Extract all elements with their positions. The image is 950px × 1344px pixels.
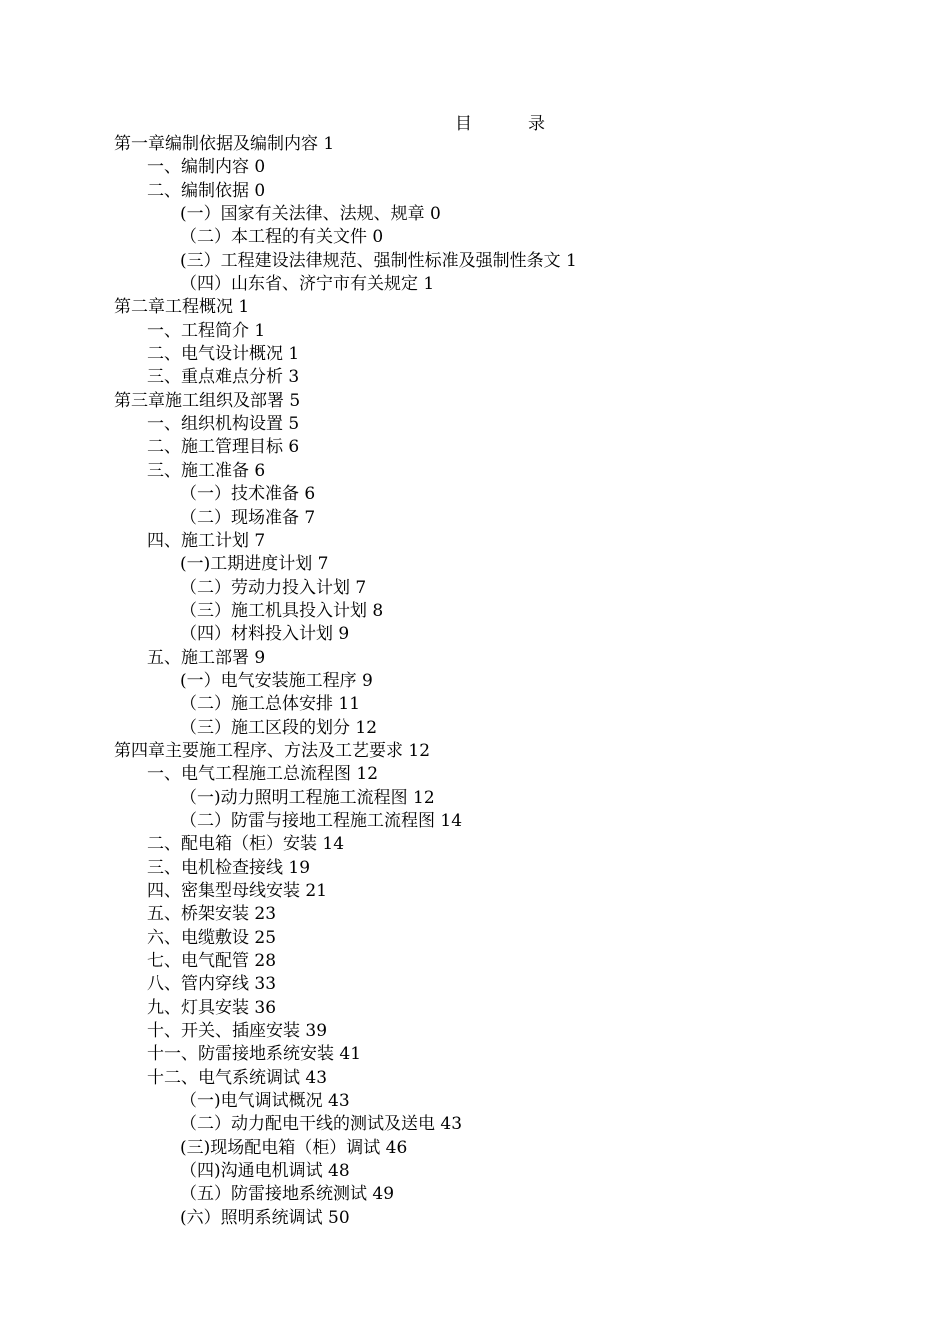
toc-entry-level-3[interactable]: (一)工期进度计划 7 <box>180 554 329 575</box>
toc-entry-level-3[interactable]: （二）防雷与接地工程施工流程图 14 <box>180 810 463 831</box>
toc-entry-level-3[interactable]: （五）防雷接地系统测试 49 <box>180 1184 395 1205</box>
toc-entry-level-3[interactable]: （二）现场准备 7 <box>180 507 316 528</box>
toc-entry-level-2[interactable]: 三、重点难点分析 3 <box>147 367 300 388</box>
toc-entry-level-2[interactable]: 二、编制依据 0 <box>147 180 266 201</box>
toc-entry-level-3[interactable]: （三）施工区段的划分 12 <box>180 717 378 738</box>
toc-entry-level-3[interactable]: (一）国家有关法律、法规、规章 0 <box>180 204 441 225</box>
toc-entry-level-2[interactable]: 五、施工部署 9 <box>147 647 266 668</box>
toc-heading <box>455 114 545 134</box>
toc-entry-level-2[interactable]: 一、工程简介 1 <box>147 320 266 341</box>
toc-entry-level-1[interactable]: 第三章施工组织及部署 5 <box>114 390 301 411</box>
toc-list <box>0 133 950 1230</box>
toc-heading-left: 目 <box>455 114 472 134</box>
toc-entry-level-2[interactable]: 一、组织机构设置 5 <box>147 414 300 435</box>
toc-entry-level-3[interactable]: （二）本工程的有关文件 0 <box>180 227 384 248</box>
toc-entry-level-2[interactable]: 八、管内穿线 33 <box>147 974 277 995</box>
toc-heading-right: 录 <box>528 114 545 134</box>
toc-entry-level-2[interactable]: 十二、电气系统调试 43 <box>147 1067 328 1088</box>
toc-entry-level-2[interactable]: 十、开关、插座安装 39 <box>147 1021 328 1042</box>
toc-entry-level-3[interactable]: (一）电气安装施工程序 9 <box>180 670 373 691</box>
toc-entry-level-2[interactable]: 九、灯具安装 36 <box>147 997 277 1018</box>
toc-entry-level-3[interactable]: （二）劳动力投入计划 7 <box>180 577 367 598</box>
toc-entry-level-3[interactable]: （一)动力照明工程施工流程图 12 <box>180 787 435 808</box>
toc-entry-level-3[interactable]: （二）施工总体安排 11 <box>180 694 361 715</box>
toc-entry-level-2[interactable]: 四、施工计划 7 <box>147 530 266 551</box>
toc-entry-level-3[interactable]: （四）山东省、济宁市有关规定 1 <box>180 274 435 295</box>
toc-entry-level-2[interactable]: 六、电缆敷设 25 <box>147 927 277 948</box>
toc-entry-level-2[interactable]: 三、电机检查接线 19 <box>147 857 311 878</box>
toc-entry-level-2[interactable]: 二、电气设计概况 1 <box>147 344 300 365</box>
toc-entry-level-2[interactable]: 二、配电箱（柜）安装 14 <box>147 834 345 855</box>
toc-entry-level-1[interactable]: 第四章主要施工程序、方法及工艺要求 12 <box>114 740 431 761</box>
toc-entry-level-2[interactable]: 三、施工准备 6 <box>147 460 266 481</box>
toc-entry-level-3[interactable]: （二）动力配电干线的测试及送电 43 <box>180 1114 463 1135</box>
toc-entry-level-2[interactable]: 一、编制内容 0 <box>147 157 266 178</box>
toc-entry-level-3[interactable]: (三）工程建设法律规范、强制性标准及强制性条文 1 <box>180 250 577 271</box>
toc-entry-level-3[interactable]: (六）照明系统调试 50 <box>180 1207 350 1228</box>
toc-entry-level-2[interactable]: 七、电气配管 28 <box>147 951 277 972</box>
toc-entry-level-2[interactable]: 五、桥架安装 23 <box>147 904 277 925</box>
toc-entry-level-3[interactable]: （三）施工机具投入计划 8 <box>180 600 384 621</box>
toc-entry-level-3[interactable]: （一）技术准备 6 <box>180 484 316 505</box>
toc-entry-level-2[interactable]: 一、电气工程施工总流程图 12 <box>147 764 379 785</box>
toc-entry-level-1[interactable]: 第一章编制依据及编制内容 1 <box>114 134 335 154</box>
toc-entry-level-3[interactable]: （四）材料投入计划 9 <box>180 624 350 645</box>
toc-entry-level-3[interactable]: (三)现场配电箱（柜）调试 46 <box>180 1137 408 1158</box>
toc-entry-level-2[interactable]: 四、密集型母线安装 21 <box>147 881 328 901</box>
toc-entry-level-2[interactable]: 十一、防雷接地系统安装 41 <box>147 1044 362 1065</box>
toc-entry-level-3[interactable]: （四)沟通电机调试 48 <box>180 1161 350 1182</box>
toc-entry-level-2[interactable]: 二、施工管理目标 6 <box>147 437 300 458</box>
toc-entry-level-1[interactable]: 第二章工程概况 1 <box>114 297 250 318</box>
toc-entry-level-3[interactable]: （一)电气调试概况 43 <box>180 1091 350 1112</box>
